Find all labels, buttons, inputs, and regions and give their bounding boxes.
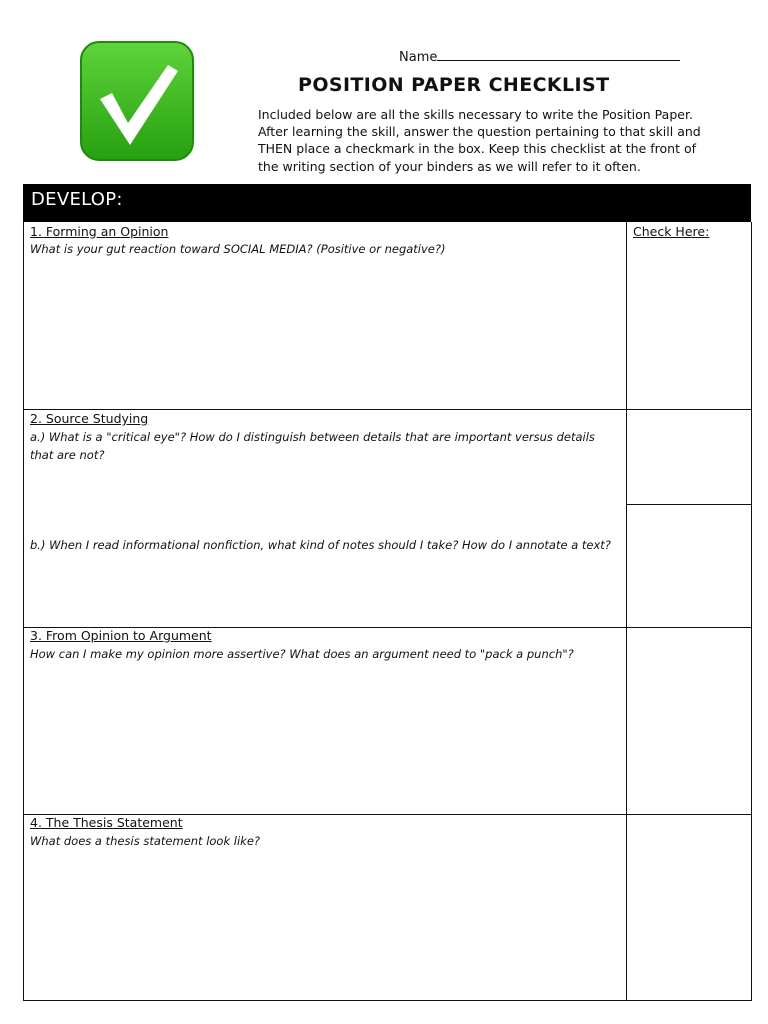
intro-text	[258, 106, 708, 175]
develop-header-bar	[23, 184, 751, 222]
develop-heading: DEVELOP:	[31, 189, 123, 210]
section-3-question: How can I make my opinion more assertive? What does an argument need to "pack a punch"?	[30, 647, 574, 661]
check-here-label: Check Here:	[633, 224, 710, 239]
intro-line: After learning the skill, answer the question pertaining to that skill and	[258, 124, 701, 140]
section-4-title: 4. The Thesis Statement	[30, 815, 183, 830]
name-label: Name	[399, 50, 438, 65]
name-field[interactable]	[399, 46, 680, 65]
green-checkmark-icon	[80, 41, 194, 161]
section-4-question: What does a thesis statement look like?	[30, 834, 261, 848]
section-1-title: 1. Forming an Opinion	[30, 224, 169, 239]
name-blank-line[interactable]	[437, 46, 680, 61]
checklist-table	[23, 222, 752, 1001]
section-1-question: What is your gut reaction toward SOCIAL MEDIA? (Positive or negative?)	[30, 242, 446, 256]
checkbox-divider	[627, 504, 751, 505]
page-title: POSITION PAPER CHECKLIST	[298, 74, 610, 96]
section-2-question-a: a.) What is a "critical eye"? How do I distinguish between details that are important versus details that are not?	[30, 430, 595, 462]
intro-line: THEN place a checkmark in the box. Keep this checklist at the front of	[258, 141, 697, 157]
intro-line: the writing section of your binders as we will refer to it often.	[258, 158, 641, 174]
section-3-title: 3. From Opinion to Argument	[30, 628, 212, 643]
row-divider	[24, 409, 751, 410]
column-divider	[626, 222, 627, 1000]
intro-line: Included below are all the skills necessary to write the Position Paper.	[258, 107, 693, 122]
section-2-question-b: b.) When I read informational nonfiction, what kind of notes should I take? How do I annotate a text?	[30, 538, 611, 552]
section-2-title: 2. Source Studying	[30, 411, 149, 426]
